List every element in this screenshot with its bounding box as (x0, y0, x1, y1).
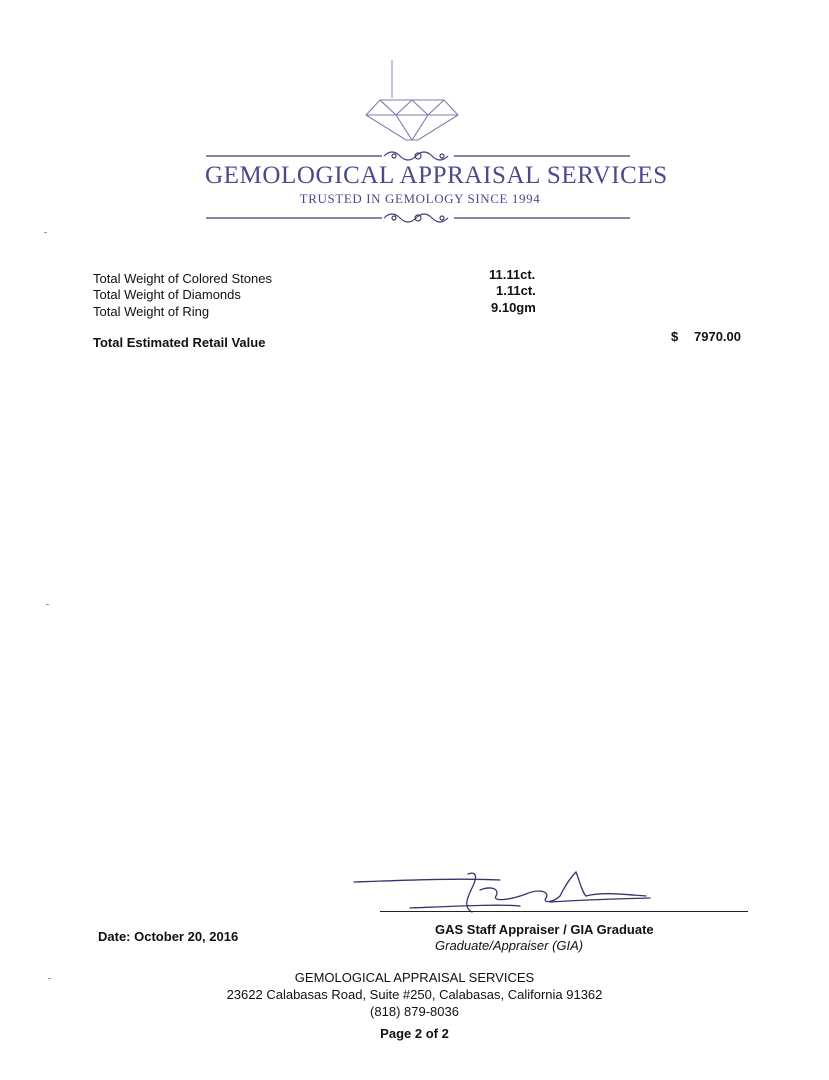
ornament-top (206, 152, 630, 160)
ornament-bottom (206, 214, 630, 222)
retail-value-amount: 7970.00 (694, 329, 741, 344)
date-value: October 20, 2016 (134, 929, 239, 944)
company-logo (200, 60, 668, 235)
date-label: Date: (98, 929, 131, 944)
diamonds-weight-value: 1.11ct. (496, 283, 536, 298)
ring-weight-value: 9.10gm (491, 300, 536, 315)
scan-speck (48, 978, 51, 979)
diamonds-weight-label: Total Weight of Diamonds (93, 287, 241, 302)
colored-stones-weight-label: Total Weight of Colored Stones (93, 271, 272, 286)
date-line (98, 929, 238, 944)
footer-company: GEMOLOGICAL APPRAISAL SERVICES (294, 970, 535, 985)
ring-weight-label: Total Weight of Ring (93, 304, 210, 319)
currency-symbol: $ (671, 329, 679, 344)
footer-address: 23622 Calabasas Road, Suite #250, Calabasas, California 91362 (226, 987, 603, 1002)
logo-company-name: GEMOLOGICAL APPRAISAL SERVICES (205, 162, 668, 189)
diamond-icon (366, 100, 458, 140)
appraiser-subtitle: Graduate/Appraiser (GIA) (435, 938, 584, 953)
footer-phone: (818) 879-8036 (370, 1004, 459, 1019)
appraiser-signature (350, 868, 660, 920)
logo-tagline: TRUSTED IN GEMOLOGY SINCE 1994 (299, 191, 541, 206)
signature-line (380, 911, 748, 912)
appraiser-title: GAS Staff Appraiser / GIA Graduate (435, 922, 654, 937)
page-number: Page 2 of 2 (380, 1026, 449, 1041)
colored-stones-weight-value: 11.11ct. (489, 267, 536, 282)
retail-value-label: Total Estimated Retail Value (93, 335, 266, 350)
scan-speck (46, 604, 49, 605)
scan-speck (44, 232, 47, 233)
